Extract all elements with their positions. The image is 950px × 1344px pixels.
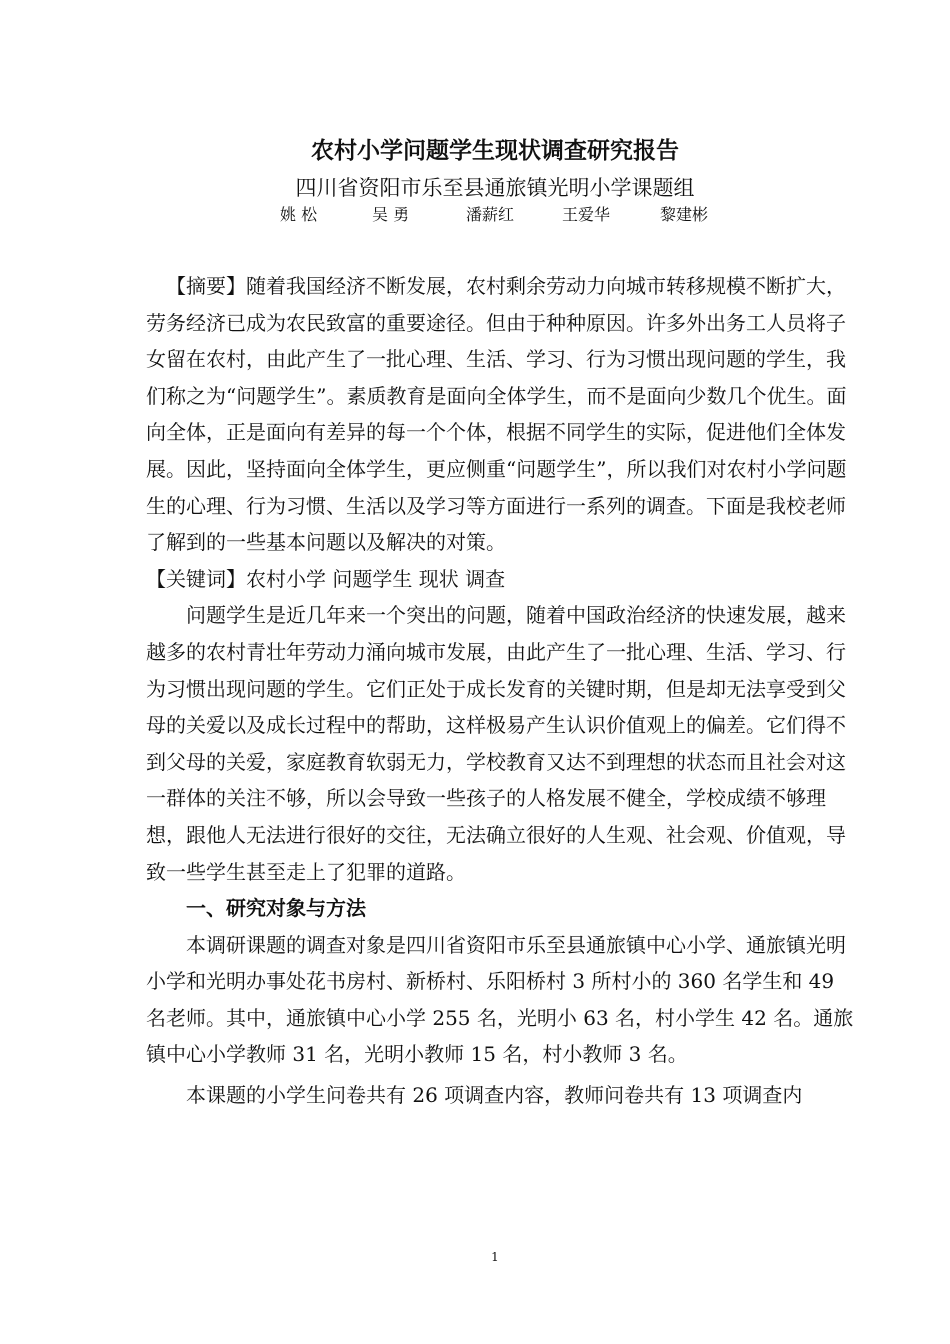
page-number: 1: [491, 1250, 499, 1264]
intro-paragraph: 问题学生是近几年来一个突出的问题，随着中国政治经济的快速发展，越来越多的农村青壮年劳动力涌向城市发展，由此产生了一批心理、生活、学习、行为习惯出现问题的学生。它们正处于成长发育的关键时期，但是却无法享受到父母的关爱以及成长过程中的帮助，这样极易产生认识价值观上的偏差。它们得不到父母的关爱，家庭教育软弱无力，学校教育又达不到理想的状态而且社会对这一群体的关注不够，所以会导致一些孩子的人格发展不健全，学校成绩不够理想，跟他人无法进行很好的交往，无法确立很好的人生观、社会观、价值观，导致一些学生甚至走上了犯罪的道路。: [146, 603, 846, 884]
abstract-paragraph: 【摘要】随着我国经济不断发展，农村剩余劳动力向城市转移规模不断扩大，劳务经济已成为农民致富的重要途径。但由于种种原因。许多外出务工人员将子女留在农村，由此产生了一批心理、生活、学习、行为习惯出现问题的学生，我们称之为“问题学生”。素质教育是面向全体学生，而不是面向少数几个优生。面向全体，正是面向有差异的每一个个体，根据不同学生的实际，促进他们全体发展。因此，坚持面向全体学生，更应侧重“问题学生”，所以我们对农村小学问题生的心理、行为习惯、生活以及学习等方面进行一系列的调查。下面是我校老师了解到的一些基本问题以及解决的对策。: [146, 274, 847, 555]
section-heading: 一、研究对象与方法: [186, 896, 366, 921]
section-paragraph: 本课题的小学生问卷共有 26 项调查内容，教师问卷共有 13 项调查内: [186, 1083, 803, 1108]
author-name: 姚 松: [280, 205, 318, 224]
author-name: 潘薪红: [466, 205, 515, 224]
author-name: 吴 勇: [372, 205, 410, 224]
document-subtitle: 四川省资阳市乐至县通旅镇光明小学课题组: [295, 176, 695, 200]
author-name: 王爱华: [562, 205, 611, 224]
author-name: 黎建彬: [660, 205, 709, 224]
author-list: [280, 202, 708, 225]
keywords-line: 【关键词】农村小学 问题学生 现状 调查: [146, 566, 506, 591]
section-paragraph: 本调研课题的调查对象是四川省资阳市乐至县通旅镇中心小学、通旅镇光明小学和光明办事处花书房村、新桥村、乐阳桥村 3 所村小的 360 名学生和 49 名老师。其中，通旅镇中心小学 255 名，光明小 63 名，村小学生 42 名。通旅镇中心小学教师 31 名，光明小教师 15 名，村小教师 3 名。: [146, 932, 854, 1067]
document-title: 农村小学问题学生现状调查研究报告: [311, 138, 679, 164]
document-body: [146, 268, 858, 1114]
